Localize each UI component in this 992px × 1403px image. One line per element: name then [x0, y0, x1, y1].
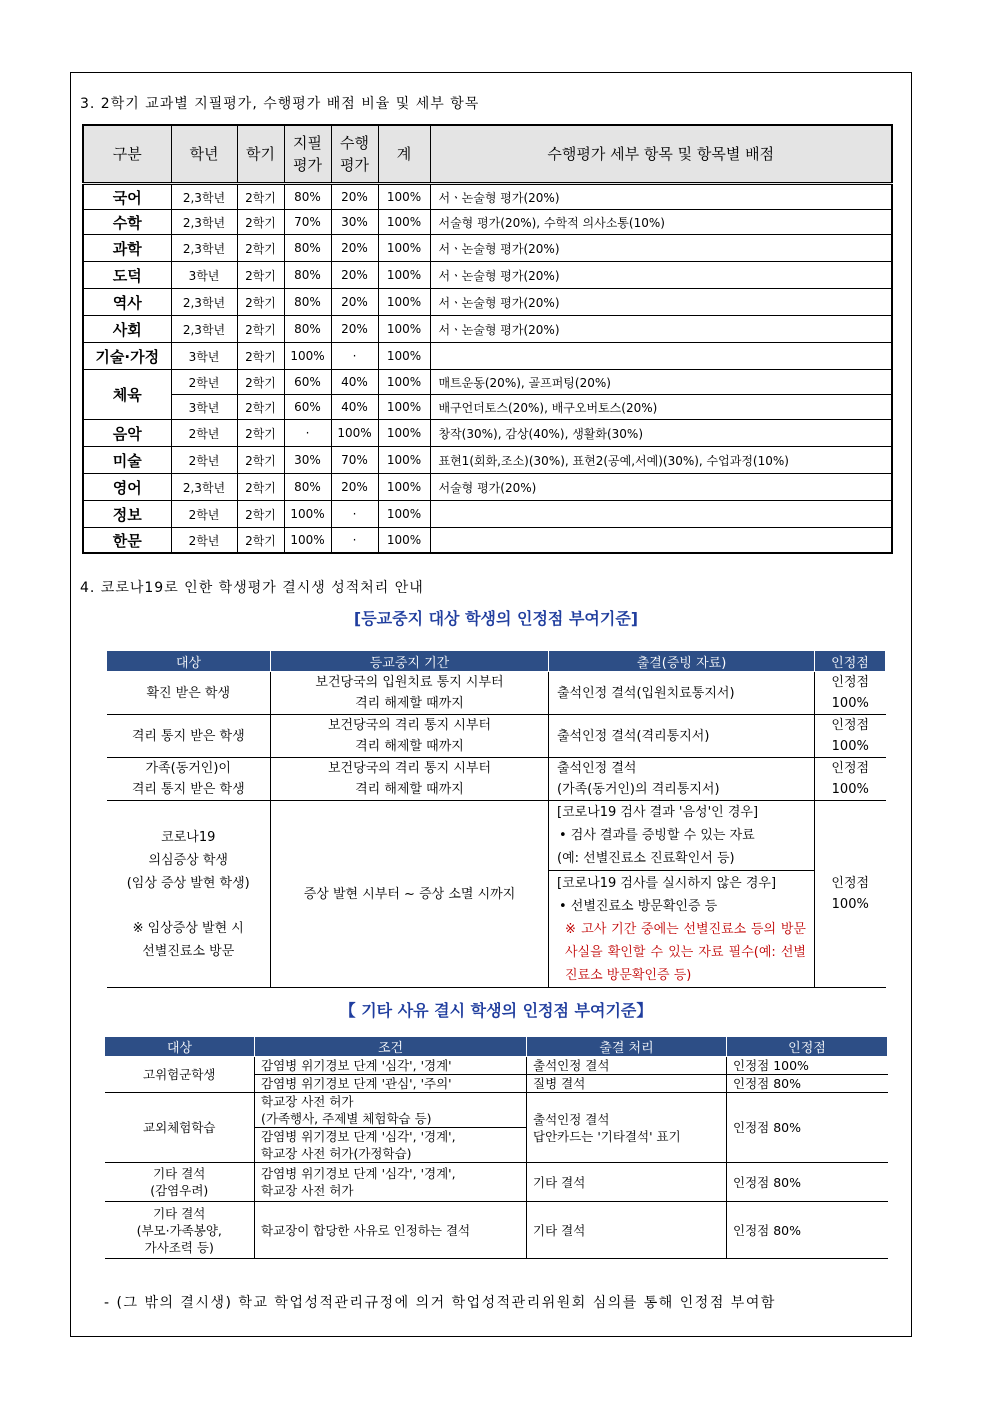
cell-subject: 한문 — [83, 528, 171, 554]
cell-detail — [430, 501, 892, 528]
cell-total: 100% — [378, 316, 430, 343]
cell-condition: 감염병 위기경보 단계 '심각', '경계' — [255, 1057, 527, 1075]
cell-target: 교외체험학습 — [105, 1093, 255, 1163]
cell-target: 확진 받은 학생 — [107, 672, 271, 715]
cell-grade: 2,3학년 — [171, 474, 237, 501]
cell-performance: 20% — [331, 235, 378, 262]
table-row — [105, 1163, 888, 1202]
cell-condition: 학교장 사전 허가 (가족행사, 주제별 체험학습 등) — [255, 1093, 527, 1128]
cell-total: 100% — [378, 501, 430, 528]
cell-target: 기타 결석 (감염우려) — [105, 1163, 255, 1202]
cell-detail: 서ㆍ논술형 평가(20%) — [430, 289, 892, 316]
subtitle-school-suspension: [등교중지 대상 학생의 인정점 부여기준] — [353, 609, 639, 628]
cell-written: 30% — [284, 447, 331, 474]
header-written: 지필 평가 — [284, 125, 331, 184]
cell-grade: 2,3학년 — [171, 235, 237, 262]
cell-grade: 2,3학년 — [171, 210, 237, 235]
cell-grade: 2,3학년 — [171, 289, 237, 316]
cell-subject: 체육 — [83, 370, 171, 420]
suspension-criteria-table — [106, 650, 886, 988]
table-row — [83, 474, 892, 501]
cell-written: 100% — [284, 528, 331, 554]
cell-term: 2학기 — [237, 184, 284, 210]
cell-performance: 30% — [331, 210, 378, 235]
cell-score: 인정점 100% — [815, 758, 886, 801]
table-row — [83, 447, 892, 474]
cell-total: 100% — [378, 184, 430, 210]
cell-attendance: 기타 결석 — [527, 1202, 727, 1259]
cell-detail: 서ㆍ논술형 평가(20%) — [430, 316, 892, 343]
cell-written: 60% — [284, 395, 331, 420]
cell-detail: 창작(30%), 감상(40%), 생활화(30%) — [430, 420, 892, 447]
cell-score: 인정점 100% — [727, 1057, 888, 1075]
cell-written: 80% — [284, 235, 331, 262]
header-score: 인정점 — [815, 651, 886, 672]
cell-detail: 서ㆍ논술형 평가(20%) — [430, 262, 892, 289]
cell-grade: 2학년 — [171, 370, 237, 395]
cell-term: 2학기 — [237, 235, 284, 262]
cell-written: 60% — [284, 370, 331, 395]
cell-target: 격리 통지 받은 학생 — [107, 715, 271, 758]
cell-total: 100% — [378, 370, 430, 395]
cell-term: 2학기 — [237, 528, 284, 554]
table-row — [107, 801, 886, 871]
cell-target: 고위험군학생 — [105, 1057, 255, 1093]
cell-attendance: 출석인정 결석 — [527, 1057, 727, 1075]
cell-grade: 2학년 — [171, 528, 237, 554]
cell-grade: 2,3학년 — [171, 184, 237, 210]
cell-detail: 매트운동(20%), 골프퍼팅(20%) — [430, 370, 892, 395]
table-header-row — [83, 125, 892, 184]
cell-subject: 사회 — [83, 316, 171, 343]
cell-performance: 20% — [331, 262, 378, 289]
cell-grade: 3학년 — [171, 262, 237, 289]
table-row — [105, 1093, 888, 1128]
cell-grade: 2학년 — [171, 420, 237, 447]
cell-total: 100% — [378, 235, 430, 262]
cell-performance: 20% — [331, 316, 378, 343]
footnote: - (그 밖의 결시생) 학교 학업성적관리규정에 의거 학업성적관리위원회 심의를 통해 인정점 부여함 — [104, 1295, 776, 1311]
cell-subject: 미술 — [83, 447, 171, 474]
table-row — [83, 289, 892, 316]
cell-total: 100% — [378, 395, 430, 420]
cell-attendance: 출석인정 결석(입원치료통지서) — [549, 672, 815, 715]
cell-detail — [430, 343, 892, 370]
cell-term: 2학기 — [237, 474, 284, 501]
table-row — [107, 758, 886, 801]
header-grade: 학년 — [171, 125, 237, 184]
cell-written: 80% — [284, 316, 331, 343]
section4-title: 4. 코로나19로 인한 학생평가 결시생 성적처리 안내 — [80, 580, 424, 596]
cell-written: 100% — [284, 343, 331, 370]
cell-period: 보건당국의 격리 통지 시부터 격리 해제할 때까지 — [271, 758, 549, 801]
cell-condition: 감염병 위기경보 단계 '심각', '경계', 학교장 사전 허가 — [255, 1163, 527, 1202]
cell-term: 2학기 — [237, 210, 284, 235]
warning-note: ※ 고사 기간 중에는 선별진료소 등의 방문 사실을 확인할 수 있는 자료 필수(예: 선별진료소 방문확인증 등) — [565, 921, 806, 983]
cell-performance: · — [331, 501, 378, 528]
table-row — [83, 235, 892, 262]
cell-total: 100% — [378, 420, 430, 447]
cell-total: 100% — [378, 289, 430, 316]
header-target: 대상 — [107, 651, 271, 672]
cell-score: 인정점 100% — [815, 715, 886, 758]
cell-performance: 70% — [331, 447, 378, 474]
table-row — [83, 528, 892, 554]
cell-detail: 서술형 평가(20%) — [430, 474, 892, 501]
table-header-row — [107, 651, 886, 672]
cell-term: 2학기 — [237, 501, 284, 528]
cell-total: 100% — [378, 528, 430, 554]
header-total: 계 — [378, 125, 430, 184]
cell-total: 100% — [378, 343, 430, 370]
cell-written: 80% — [284, 289, 331, 316]
cell-subject: 국어 — [83, 184, 171, 210]
header-category: 구분 — [83, 125, 171, 184]
cell-condition: 감염병 위기경보 단계 '관심', '주의' — [255, 1075, 527, 1093]
cell-total: 100% — [378, 447, 430, 474]
table-row — [83, 501, 892, 528]
cell-attendance: 질병 결석 — [527, 1075, 727, 1093]
cell-performance: 40% — [331, 395, 378, 420]
table-header-row — [105, 1037, 888, 1057]
cell-performance: 20% — [331, 289, 378, 316]
header-period: 등교중지 기간 — [271, 651, 549, 672]
cell-target: 코로나19 의심증상 학생 (임상 증상 발현 학생) ※ 임상증상 발현 시 선별진료소 방문 — [107, 801, 271, 988]
cell-written: 80% — [284, 184, 331, 210]
table-row — [107, 715, 886, 758]
table-row — [83, 184, 892, 210]
cell-subject: 기술·가정 — [83, 343, 171, 370]
cell-performance: 20% — [331, 474, 378, 501]
header-target: 대상 — [105, 1037, 255, 1057]
cell-performance: · — [331, 343, 378, 370]
cell-detail: 서ㆍ논술형 평가(20%) — [430, 235, 892, 262]
cell-performance: 20% — [331, 184, 378, 210]
cell-term: 2학기 — [237, 289, 284, 316]
cell-grade: 3학년 — [171, 343, 237, 370]
table-row — [83, 370, 892, 395]
cell-period: 보건당국의 입원치료 통지 시부터 격리 해제할 때까지 — [271, 672, 549, 715]
table-row — [83, 395, 892, 420]
cell-written: · — [284, 420, 331, 447]
cell-term: 2학기 — [237, 420, 284, 447]
cell-target: 기타 결석 (부모·가족봉양, 가사조력 등) — [105, 1202, 255, 1259]
cell-score: 인정점 100% — [815, 801, 886, 988]
cell-detail: 표현1(회화,조소)(30%), 표현2(공예,서예)(30%), 수업과정(10%) — [430, 447, 892, 474]
grading-ratio-table — [82, 124, 893, 554]
cell-score: 인정점 100% — [815, 672, 886, 715]
cell-attendance: 기타 결석 — [527, 1163, 727, 1202]
cell-score: 인정점 80% — [727, 1093, 888, 1163]
cell-detail: 배구언더토스(20%), 배구오버토스(20%) — [430, 395, 892, 420]
cell-written: 100% — [284, 501, 331, 528]
cell-attendance-untested: [코로나19 검사를 실시하지 않은 경우] • 선별진료소 방문확인증 등 ※ 고사 기간 중에는 선별진료소 등의 방문 사실을 확인할 수 있는 자료 필수(예: 선별진료소 방문확인증 등) — [549, 871, 815, 988]
cell-attendance-negative: [코로나19 검사 결과 '음성'인 경우] • 검사 결과를 증빙할 수 있는 자료 (예: 선별진료소 진료확인서 등) — [549, 801, 815, 871]
cell-subject: 역사 — [83, 289, 171, 316]
cell-attendance: 출석인정 결석(격리통지서) — [549, 715, 815, 758]
cell-term: 2학기 — [237, 262, 284, 289]
cell-total: 100% — [378, 210, 430, 235]
cell-written: 80% — [284, 474, 331, 501]
section3-title: 3. 2학기 교과별 지필평가, 수행평가 배점 비율 및 세부 항목 — [80, 96, 480, 112]
header-condition: 조건 — [255, 1037, 527, 1057]
cell-subject: 도덕 — [83, 262, 171, 289]
table-row — [83, 343, 892, 370]
cell-subject: 영어 — [83, 474, 171, 501]
table-row — [105, 1202, 888, 1259]
cell-term: 2학기 — [237, 370, 284, 395]
cell-detail: 서ㆍ논술형 평가(20%) — [430, 184, 892, 210]
cell-term: 2학기 — [237, 395, 284, 420]
cell-grade: 3학년 — [171, 395, 237, 420]
table-row — [105, 1057, 888, 1075]
cell-performance: 40% — [331, 370, 378, 395]
cell-detail — [430, 528, 892, 554]
other-absence-table — [104, 1036, 888, 1259]
cell-subject: 과학 — [83, 235, 171, 262]
header-performance: 수행 평가 — [331, 125, 378, 184]
table-row — [83, 420, 892, 447]
cell-performance: · — [331, 528, 378, 554]
header-attendance: 출결 처리 — [527, 1037, 727, 1057]
cell-grade: 2,3학년 — [171, 316, 237, 343]
cell-term: 2학기 — [237, 447, 284, 474]
cell-written: 70% — [284, 210, 331, 235]
cell-score: 인정점 80% — [727, 1075, 888, 1093]
cell-period: 보건당국의 격리 통지 시부터 격리 해제할 때까지 — [271, 715, 549, 758]
cell-performance: 100% — [331, 420, 378, 447]
header-detail: 수행평가 세부 항목 및 항목별 배점 — [430, 125, 892, 184]
cell-subject: 수학 — [83, 210, 171, 235]
table-row — [83, 210, 892, 235]
cell-attendance: 출석인정 결석 답안카드는 '기타결석' 표기 — [527, 1093, 727, 1163]
cell-grade: 2학년 — [171, 501, 237, 528]
header-term: 학기 — [237, 125, 284, 184]
table-row — [83, 316, 892, 343]
cell-subject: 음악 — [83, 420, 171, 447]
table-row — [83, 262, 892, 289]
cell-detail: 서술형 평가(20%), 수학적 의사소통(10%) — [430, 210, 892, 235]
cell-term: 2학기 — [237, 343, 284, 370]
cell-written: 80% — [284, 262, 331, 289]
cell-condition: 학교장이 합당한 사유로 인정하는 결석 — [255, 1202, 527, 1259]
cell-subject: 정보 — [83, 501, 171, 528]
header-score: 인정점 — [727, 1037, 888, 1057]
cell-term: 2학기 — [237, 316, 284, 343]
cell-target: 가족(동거인)이 격리 통지 받은 학생 — [107, 758, 271, 801]
cell-score: 인정점 80% — [727, 1202, 888, 1259]
cell-grade: 2학년 — [171, 447, 237, 474]
subtitle-other-absence: 【 기타 사유 결시 학생의 인정점 부여기준】 — [339, 1001, 653, 1020]
cell-score: 인정점 80% — [727, 1163, 888, 1202]
cell-condition: 감염병 위기경보 단계 '심각', '경계', 학교장 사전 허가(가정학습) — [255, 1128, 527, 1163]
cell-total: 100% — [378, 262, 430, 289]
cell-period: 증상 발현 시부터 ~ 증상 소멸 시까지 — [271, 801, 549, 988]
table-row — [107, 672, 886, 715]
header-attendance: 출결(증빙 자료) — [549, 651, 815, 672]
cell-attendance: 출석인정 결석 (가족(동거인)의 격리통지서) — [549, 758, 815, 801]
cell-total: 100% — [378, 474, 430, 501]
